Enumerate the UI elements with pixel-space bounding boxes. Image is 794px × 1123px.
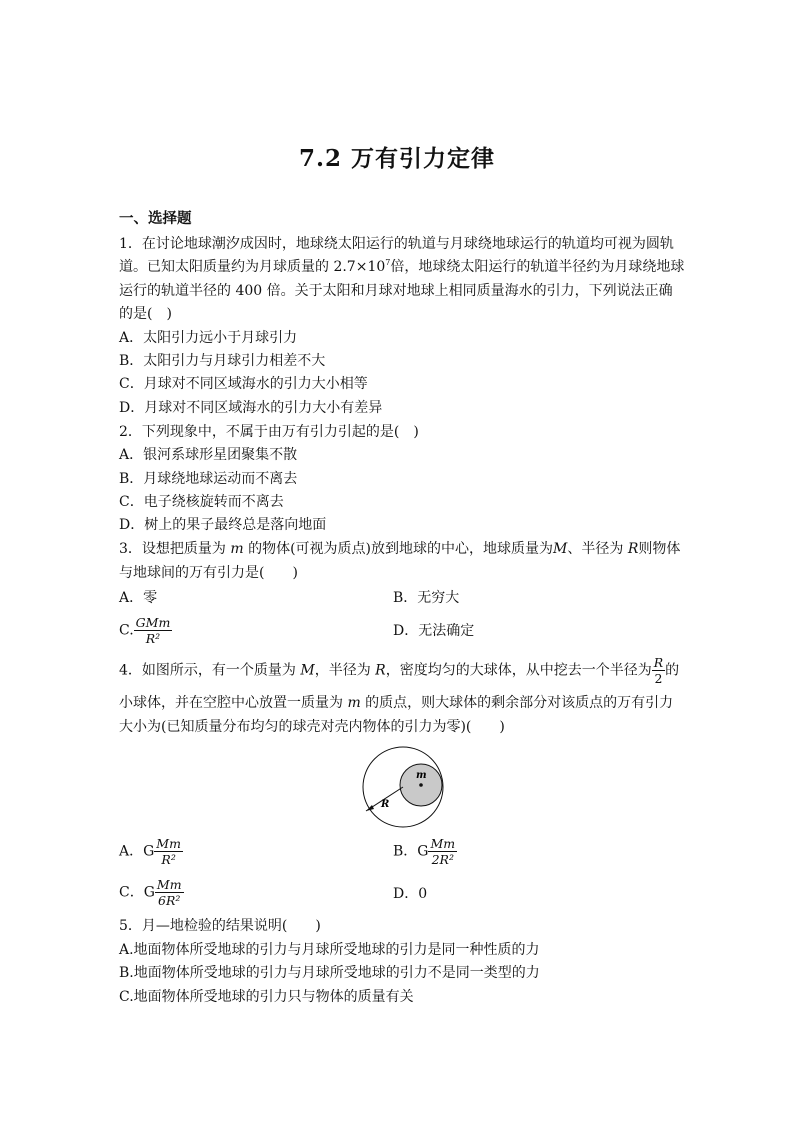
q3-option-d: D．无法确定 [393,623,475,639]
q2-option-a: A．银河系球形星团聚集不散 [119,447,298,463]
q1-stem-line1: 1．在讨论地球潮汐成因时，地球绕太阳运行的轨道与月球绕地球运行的轨道均可视为圆轨 [119,236,674,252]
q1-option-a: A．太阳引力远小于月球引力 [119,330,298,346]
q4-stem-line2: 小球体，并在空腔中心放置一质量为 m 的质点，则大球体的剩余部分对该质点的万有引力 [119,695,674,711]
q2-stem: 2．下列现象中，不属于由万有引力引起的是( ) [119,424,419,440]
q1-option-d: D．月球对不同区域海水的引力大小有差异 [119,400,383,416]
page-title: 7.2 万有引力定律 [298,145,496,172]
q3-stem-line2: 与地球间的万有引力是( ) [119,565,298,581]
q4-option-c: C．G $\frac{Mm}{\text{6R²}}$ [119,877,182,908]
figure-label-m: m [416,770,427,781]
q4-option-b-fraction: $\frac{Mm}{\text{2R²}}$ [430,836,456,867]
q4-option-a-fraction: $\frac{Mm}{\text{R²}}$ [156,836,181,867]
section-heading: 一、选择题 [119,210,192,227]
q4-stem-line1: 4．如图所示，有一个质量为 M，半径为 R，密度均匀的大球体，从中挖去一个半径为 $\frac{R}{2}$ 的 [119,655,680,686]
q4-stem-line3: 大小为(已知质量分布均匀的球壳对壳内物体的引力为零)( ) [119,719,505,735]
q5-option-b: B.地面物体所受地球的引力与月球所受地球的引力不是同一类型的力 [119,965,540,981]
q1-stem-line3: 运行的轨道半径的 400 倍。关于太阳和月球对地球上相同质量海水的引力，下列说法正确 [119,283,673,299]
q4-option-b: B．G $\frac{Mm}{\text{2R²}}$ [393,836,456,867]
q2-option-d: D．树上的果子最终总是落向地面 [119,517,327,533]
q3-option-c: C. $\frac{\text{GMm}}{\text{R²}}$ [119,615,171,646]
q2-option-b: B．月球绕地球运动而不离去 [119,471,298,487]
q3-option-b: B．无穷大 [393,590,460,606]
figure-label-R: R [381,799,390,810]
q4-option-a: A．G $\frac{Mm}{\text{R²}}$ [119,836,181,867]
q4-radius-fraction: $\frac{R}{2}$ [653,655,664,686]
point-mass-dot [419,783,423,787]
q2-option-c: C．电子绕核旋转而不离去 [119,494,284,510]
q5-option-a: A.地面物体所受地球的引力与月球所受地球的引力是同一种性质的力 [119,942,540,958]
q1-option-b: B．太阳引力与月球引力相差不大 [119,353,326,369]
q5-option-c: C.地面物体所受地球的引力只与物体的质量有关 [119,989,414,1005]
q3-option-c-fraction: $\frac{\text{GMm}}{\text{R²}}$ [135,615,171,646]
q1-exponent: 7 [385,258,391,267]
q4-option-d: D．0 [393,886,428,902]
q5-stem: 5．月—地检验的结果说明( ) [119,918,321,934]
q1-stem-line2: 道。已知太阳质量约为月球质量的 $2.7\times 10^7$倍，地球绕太阳运行的轨道半径约为月球绕地球 [119,258,685,275]
q1-stem-line4: 的是( ) [119,306,172,322]
q4-option-c-fraction: $\frac{Mm}{\text{6R²}}$ [156,877,182,908]
q3-stem-line1: 3．设想把质量为 m 的物体(可视为质点)放到地球的中心，地球质量为M、半径为 R则物体 [119,541,681,557]
q3-option-a: A．零 [119,590,158,606]
sphere-cavity-figure [350,745,460,833]
q1-option-c: C．月球对不同区域海水的引力大小相等 [119,376,368,392]
